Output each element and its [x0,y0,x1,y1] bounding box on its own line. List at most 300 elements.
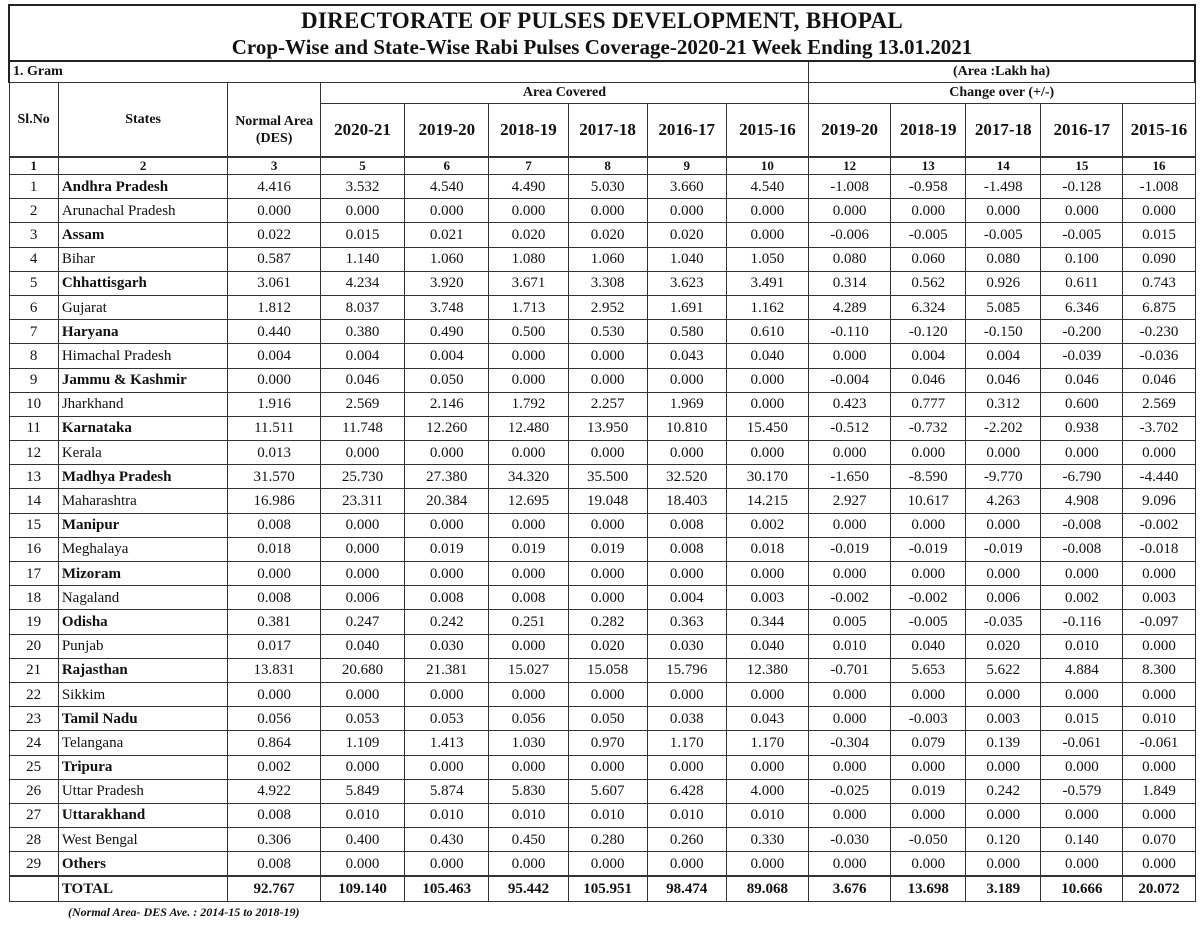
total-value: 95.442 [489,876,568,901]
state-name: West Bengal [58,828,228,852]
value-cell: 0.008 [228,586,320,610]
table-row [9,295,1195,319]
value-cell: 0.004 [228,344,320,368]
value-cell: 4.922 [228,779,320,803]
value-cell: 0.046 [966,368,1041,392]
value-cell: 0.000 [405,513,489,537]
value-cell: 0.000 [966,199,1041,223]
crop-row [9,62,1195,83]
total-value: 10.666 [1041,876,1123,901]
value-cell: 0.000 [568,441,647,465]
value-cell: 3.308 [568,271,647,295]
value-cell: 0.314 [809,271,891,295]
value-cell: 5.085 [966,295,1041,319]
value-cell: -0.025 [809,779,891,803]
value-cell: 0.381 [228,610,320,634]
value-cell: 0.000 [568,755,647,779]
total-value: 105.463 [405,876,489,901]
state-name: Andhra Pradesh [58,175,228,199]
value-cell: 0.080 [809,247,891,271]
value-cell: 0.864 [228,731,320,755]
header-area-year: 2018-19 [489,104,568,158]
value-cell: -0.006 [809,223,891,247]
value-cell: 0.013 [228,441,320,465]
serial-number: 6 [9,295,58,319]
value-cell: 0.000 [405,682,489,706]
value-cell: 3.920 [405,271,489,295]
value-cell: 0.000 [320,755,404,779]
value-cell: 0.040 [891,634,966,658]
total-value: 109.140 [320,876,404,901]
value-cell: 2.569 [1123,392,1195,416]
value-cell: 1.040 [647,247,726,271]
value-cell: 0.000 [647,755,726,779]
footnote: (Normal Area- DES Ave. : 2014-15 to 2018-19) [68,904,300,919]
table-row [9,755,1195,779]
value-cell: 0.000 [726,755,808,779]
value-cell: -0.008 [1041,513,1123,537]
table-body [9,175,1195,877]
value-cell: 0.423 [809,392,891,416]
table-row [9,247,1195,271]
value-cell: 0.021 [405,223,489,247]
serial-number: 15 [9,513,58,537]
value-cell: 0.000 [1123,852,1195,877]
value-cell: 0.000 [891,803,966,827]
value-cell: -0.002 [1123,513,1195,537]
value-cell: 0.000 [489,755,568,779]
value-cell: 5.607 [568,779,647,803]
value-cell: 14.215 [726,489,808,513]
value-cell: 0.053 [320,707,404,731]
table-row [9,175,1195,199]
value-cell: 5.622 [966,658,1041,682]
value-cell: 0.777 [891,392,966,416]
serial-number: 14 [9,489,58,513]
column-number: 1 [9,157,58,175]
value-cell: 0.040 [726,344,808,368]
value-cell: 2.927 [809,489,891,513]
value-cell: 0.046 [1123,368,1195,392]
value-cell: 1.170 [647,731,726,755]
value-cell: 0.046 [891,368,966,392]
header-slno: Sl.No [9,83,58,158]
table-row [9,513,1195,537]
value-cell: 0.140 [1041,828,1123,852]
value-cell: 0.004 [891,344,966,368]
value-cell: 0.000 [489,852,568,877]
serial-number: 16 [9,537,58,561]
value-cell: 0.000 [320,537,404,561]
value-cell: 0.008 [228,803,320,827]
table-row [9,562,1195,586]
value-cell: 0.017 [228,634,320,658]
value-cell: 0.000 [320,513,404,537]
value-cell: 3.671 [489,271,568,295]
total-row [9,876,1195,901]
value-cell: 0.000 [891,441,966,465]
value-cell: 31.570 [228,465,320,489]
value-cell: 0.004 [966,344,1041,368]
table-row [9,368,1195,392]
column-number: 10 [726,157,808,175]
value-cell: 0.000 [228,199,320,223]
value-cell: 15.796 [647,658,726,682]
value-cell: 0.000 [966,441,1041,465]
value-cell: 20.680 [320,658,404,682]
value-cell: 4.908 [1041,489,1123,513]
value-cell: 0.247 [320,610,404,634]
value-cell: 4.490 [489,175,568,199]
state-name: Punjab [58,634,228,658]
value-cell: 0.000 [405,755,489,779]
value-cell: 0.587 [228,247,320,271]
value-cell: -0.512 [809,416,891,440]
value-cell: 0.280 [568,828,647,852]
value-cell: 0.000 [405,562,489,586]
value-cell: -0.035 [966,610,1041,634]
value-cell: 0.000 [726,562,808,586]
value-cell: 0.000 [489,562,568,586]
value-cell: 0.344 [726,610,808,634]
column-number: 13 [891,157,966,175]
header-area-year: 2019-20 [405,104,489,158]
value-cell: 0.010 [320,803,404,827]
serial-number: 25 [9,755,58,779]
table-row [9,537,1195,561]
value-cell: 0.000 [1123,634,1195,658]
value-cell: 0.000 [726,368,808,392]
value-cell: -0.120 [891,320,966,344]
value-cell: 0.000 [1123,199,1195,223]
table-row [9,586,1195,610]
header-states: States [58,83,228,158]
table-row [9,465,1195,489]
value-cell: 0.000 [647,562,726,586]
serial-number: 7 [9,320,58,344]
value-cell: 0.000 [1041,441,1123,465]
value-cell: 0.000 [1123,441,1195,465]
value-cell: 0.100 [1041,247,1123,271]
table-row [9,610,1195,634]
value-cell: 0.010 [647,803,726,827]
column-number: 15 [1041,157,1123,175]
value-cell: -0.005 [1041,223,1123,247]
value-cell: -1.650 [809,465,891,489]
state-name: Gujarat [58,295,228,319]
value-cell: 0.015 [320,223,404,247]
state-name: Rajasthan [58,658,228,682]
value-cell: 0.000 [1041,852,1123,877]
value-cell: 0.000 [489,634,568,658]
value-cell: -4.440 [1123,465,1195,489]
column-number: 7 [489,157,568,175]
value-cell: 1.080 [489,247,568,271]
total-label: TOTAL [58,876,228,901]
value-cell: 0.000 [1041,199,1123,223]
serial-number: 21 [9,658,58,682]
serial-number: 10 [9,392,58,416]
value-cell: -0.110 [809,320,891,344]
value-cell: 0.010 [1123,707,1195,731]
value-cell: 0.743 [1123,271,1195,295]
value-cell: 0.600 [1041,392,1123,416]
value-cell: 12.480 [489,416,568,440]
value-cell: 8.300 [1123,658,1195,682]
value-cell: -0.050 [891,828,966,852]
value-cell: 0.020 [489,223,568,247]
value-cell: 0.000 [1123,755,1195,779]
value-cell: 0.079 [891,731,966,755]
value-cell: 1.170 [726,731,808,755]
state-name: Haryana [58,320,228,344]
value-cell: 0.970 [568,731,647,755]
value-cell: 4.263 [966,489,1041,513]
value-cell: 0.430 [405,828,489,852]
value-cell: 0.363 [647,610,726,634]
value-cell: 0.490 [405,320,489,344]
value-cell: 3.748 [405,295,489,319]
value-cell: 0.000 [966,755,1041,779]
value-cell: 35.500 [568,465,647,489]
value-cell: -0.579 [1041,779,1123,803]
value-cell: 0.000 [489,199,568,223]
column-number: 16 [1123,157,1195,175]
crop-label: 1. Gram [9,62,809,83]
value-cell: 0.010 [568,803,647,827]
value-cell: -0.200 [1041,320,1123,344]
value-cell: 3.491 [726,271,808,295]
value-cell: 0.004 [320,344,404,368]
state-name: Tamil Nadu [58,707,228,731]
header-change-year: 2016-17 [1041,104,1123,158]
serial-number: 1 [9,175,58,199]
state-name: Assam [58,223,228,247]
table-row [9,199,1195,223]
table-row [9,416,1195,440]
value-cell: 0.000 [1041,682,1123,706]
value-cell: 0.090 [1123,247,1195,271]
table-row [9,344,1195,368]
serial-number: 13 [9,465,58,489]
value-cell: -0.732 [891,416,966,440]
state-name: Madhya Pradesh [58,465,228,489]
total-value: 105.951 [568,876,647,901]
value-cell: -9.770 [966,465,1041,489]
value-cell: 0.010 [726,803,808,827]
value-cell: 0.080 [966,247,1041,271]
value-cell: 0.000 [405,199,489,223]
value-cell: 0.000 [647,852,726,877]
table-row [9,320,1195,344]
value-cell: 0.000 [809,707,891,731]
value-cell: 0.008 [228,513,320,537]
value-cell: 0.004 [405,344,489,368]
value-cell: 6.346 [1041,295,1123,319]
value-cell: 1.162 [726,295,808,319]
value-cell: 0.000 [809,852,891,877]
total-value: 98.474 [647,876,726,901]
state-name: Sikkim [58,682,228,706]
value-cell: 0.019 [891,779,966,803]
value-cell: 10.617 [891,489,966,513]
value-cell: -0.116 [1041,610,1123,634]
table-row [9,707,1195,731]
table-row [9,658,1195,682]
value-cell: -0.002 [809,586,891,610]
value-cell: 0.000 [726,682,808,706]
value-cell: 0.000 [405,441,489,465]
value-cell: -0.701 [809,658,891,682]
total-value: 92.767 [228,876,320,901]
value-cell: -6.790 [1041,465,1123,489]
header-change-year: 2017-18 [966,104,1041,158]
serial-number: 18 [9,586,58,610]
value-cell: 0.000 [568,513,647,537]
value-cell: 0.003 [726,586,808,610]
value-cell: 0.000 [891,199,966,223]
header-change-over: Change over (+/-) [809,83,1195,104]
value-cell: 0.000 [647,441,726,465]
value-cell: 20.384 [405,489,489,513]
value-cell: 1.060 [405,247,489,271]
value-cell: 13.831 [228,658,320,682]
value-cell: 0.000 [568,562,647,586]
value-cell: 0.010 [405,803,489,827]
value-cell: 4.289 [809,295,891,319]
value-cell: 0.008 [489,586,568,610]
value-cell: 0.306 [228,828,320,852]
value-cell: 11.511 [228,416,320,440]
value-cell: 0.000 [647,682,726,706]
value-cell: 0.000 [568,586,647,610]
value-cell: 0.019 [568,537,647,561]
table-row [9,828,1195,852]
value-cell: 2.569 [320,392,404,416]
state-name: Manipur [58,513,228,537]
value-cell: 1.050 [726,247,808,271]
serial-number: 28 [9,828,58,852]
header-area-covered: Area Covered [320,83,808,104]
value-cell: 0.015 [1041,707,1123,731]
value-cell: 5.830 [489,779,568,803]
header-change-year: 2019-20 [809,104,891,158]
serial-number: 11 [9,416,58,440]
value-cell: 0.000 [489,513,568,537]
value-cell: 12.260 [405,416,489,440]
value-cell: 10.810 [647,416,726,440]
value-cell: 3.660 [647,175,726,199]
table-row [9,803,1195,827]
state-name: Maharashtra [58,489,228,513]
value-cell: -0.008 [1041,537,1123,561]
value-cell: 0.043 [647,344,726,368]
value-cell: 0.002 [228,755,320,779]
value-cell: 1.140 [320,247,404,271]
value-cell: 16.986 [228,489,320,513]
column-number: 3 [228,157,320,175]
value-cell: 12.695 [489,489,568,513]
column-number: 8 [568,157,647,175]
header-normal-area: Normal Area (DES) [228,104,320,158]
value-cell: 0.000 [1123,803,1195,827]
value-cell: 0.000 [809,513,891,537]
value-cell: -0.128 [1041,175,1123,199]
serial-number: 26 [9,779,58,803]
value-cell: 0.020 [568,634,647,658]
value-cell: -1.008 [1123,175,1195,199]
value-cell: 0.005 [809,610,891,634]
serial-number: 20 [9,634,58,658]
value-cell: 0.000 [568,344,647,368]
value-cell: 0.020 [568,223,647,247]
value-cell: 6.875 [1123,295,1195,319]
value-cell: 0.010 [809,634,891,658]
value-cell: 5.653 [891,658,966,682]
value-cell: 0.251 [489,610,568,634]
value-cell: 0.000 [726,199,808,223]
value-cell: 0.053 [405,707,489,731]
value-cell: 0.000 [891,562,966,586]
value-cell: 0.015 [1123,223,1195,247]
value-cell: 0.000 [489,682,568,706]
state-name: Meghalaya [58,537,228,561]
value-cell: 0.000 [809,344,891,368]
value-cell: 0.056 [489,707,568,731]
value-cell: 0.000 [966,852,1041,877]
value-cell: 0.000 [891,755,966,779]
serial-number: 12 [9,441,58,465]
value-cell: 0.400 [320,828,404,852]
value-cell: 0.056 [228,707,320,731]
value-cell: 2.952 [568,295,647,319]
value-cell: 1.792 [489,392,568,416]
value-cell: -0.097 [1123,610,1195,634]
value-cell: 0.000 [320,682,404,706]
value-cell: 0.008 [647,537,726,561]
value-cell: 0.006 [966,586,1041,610]
value-cell: 27.380 [405,465,489,489]
value-cell: 0.000 [966,803,1041,827]
state-name: Arunachal Pradesh [58,199,228,223]
value-cell: 0.000 [228,562,320,586]
report-subtitle: Crop-Wise and State-Wise Rabi Pulses Coverage-2020-21 Week Ending 13.01.2021 [231,35,973,59]
value-cell: -3.702 [1123,416,1195,440]
value-cell: 0.440 [228,320,320,344]
table-row [9,392,1195,416]
value-cell: 0.000 [726,441,808,465]
state-name: Chhattisgarh [58,271,228,295]
value-cell: 0.242 [966,779,1041,803]
total-value: 3.676 [809,876,891,901]
value-cell: 0.938 [1041,416,1123,440]
value-cell: -0.030 [809,828,891,852]
header-area-year: 2020-21 [320,104,404,158]
state-name: Telangana [58,731,228,755]
value-cell: 18.403 [647,489,726,513]
value-cell: 0.000 [568,199,647,223]
value-cell: 0.010 [1041,634,1123,658]
value-cell: 1.713 [489,295,568,319]
serial-number: 22 [9,682,58,706]
serial-number: 23 [9,707,58,731]
serial-number: 2 [9,199,58,223]
value-cell: 4.000 [726,779,808,803]
state-name: Himachal Pradesh [58,344,228,368]
value-cell: 3.532 [320,175,404,199]
state-name: Uttarakhand [58,803,228,827]
value-cell: 0.000 [1041,803,1123,827]
